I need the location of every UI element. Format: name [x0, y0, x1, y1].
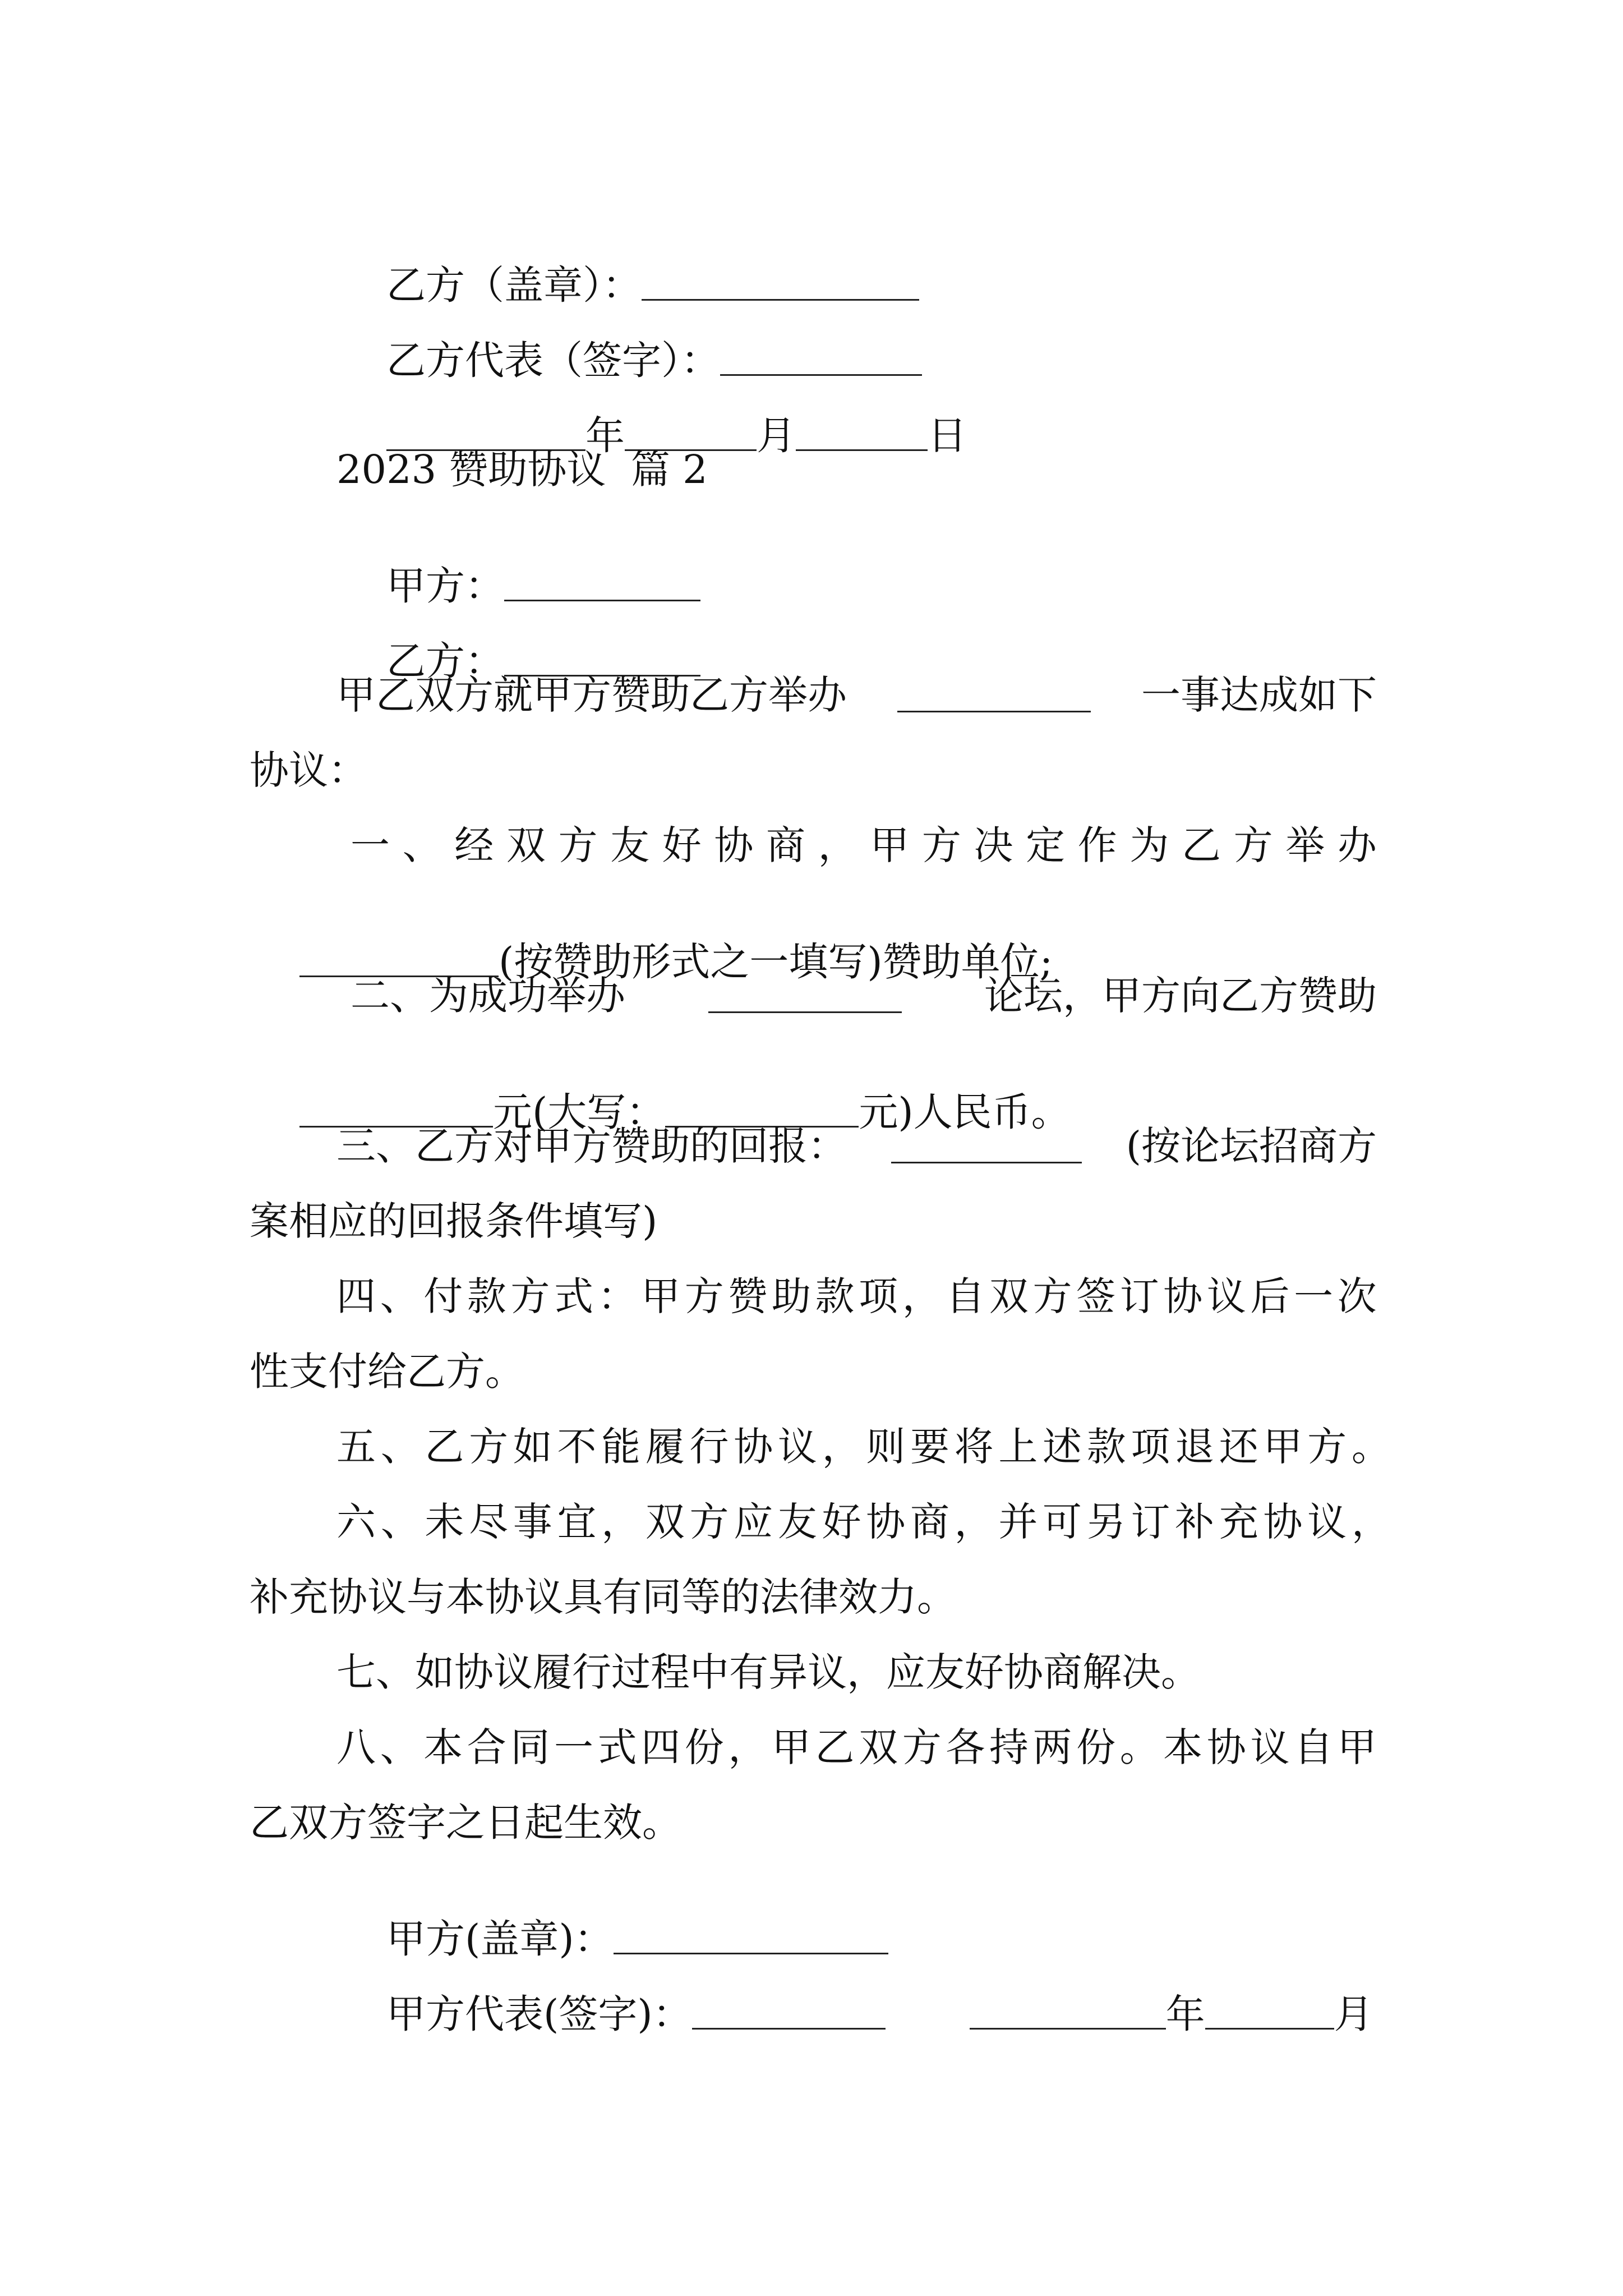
clause-6-line-1: 六 、 未 尽 事 宜 ， 双 方 应 友 好 协 商 ， 并 可 另 订 补 充 协 议 ，: [336, 1499, 1391, 1545]
clause-2-text-a: 二、为成功举办: [351, 973, 625, 1019]
clause-1-text-b: (按赞助形式之一填写)赞助单位;: [499, 938, 1053, 985]
forum-blank: [708, 976, 902, 1013]
party-b-seal-blank: [642, 264, 919, 301]
reward-blank: [891, 1126, 1082, 1163]
year-blank: [386, 414, 585, 451]
party-a-rep-blank: [692, 1993, 886, 2030]
party-b-seal-label: 乙方（盖章）：: [386, 262, 642, 309]
amount-blank: [299, 1091, 493, 1128]
clause-4-line-2: 性支付给乙方。: [250, 1349, 524, 1395]
intro-event-blank: [897, 675, 1091, 712]
intro-text-a: 甲乙双方就甲方赞助乙方举办: [336, 672, 847, 718]
party-b-rep-blank: [720, 339, 922, 376]
year-label: 年: [585, 412, 625, 459]
party-a-blank: [504, 564, 700, 601]
month-blank: [625, 414, 757, 451]
clause-6-line-2: 补充协议与本协议具有同等的法律效力。: [250, 1574, 956, 1620]
clause-7-line: 七、如协议履行过程中有异议，应友好协商解决。: [336, 1649, 1200, 1695]
sponsor-form-blank: [299, 940, 499, 977]
amount-words-blank: [665, 1091, 859, 1128]
clause-2-text-b: 论坛，甲方向乙方赞助: [984, 973, 1377, 1019]
month-blank-bottom: [1205, 1993, 1334, 2030]
clause-3-line-2: 案相应的回报条件填写): [250, 1198, 658, 1244]
party-b-label: 乙方：: [386, 638, 505, 684]
party-b-rep-label: 乙方代表（签字）：: [386, 337, 721, 384]
year-label-bottom: 年: [1165, 1991, 1205, 2037]
intro-line-1: [336, 672, 1377, 718]
intro-line-2: 协议：: [250, 747, 367, 793]
clause-8-line-1: 八 、 本 合 同 一 式 四 份 ， 甲 乙 双 方 各 持 两 份 。 本 协 议 自 甲: [336, 1724, 1377, 1770]
party-a-seal-label: 甲方(盖章)：: [386, 1916, 614, 1962]
party-a-seal-blank: [614, 1917, 888, 1954]
clause-8-line-2: 乙双方签字之日起生效。: [250, 1800, 681, 1846]
clause-1-line-1: 一 、 经 双 方 友 好 协 商 ， 甲 方 决 定 作 为 乙 方 举 办: [351, 822, 1377, 868]
party-a-rep-line: [336, 1953, 1373, 2073]
month-label: 月: [757, 412, 796, 459]
party-a-label: 甲方：: [386, 563, 505, 609]
month-label-bottom: 月: [1334, 1991, 1373, 2037]
clause-2-line-1: [351, 973, 1377, 1019]
intro-text-b: 一事达成如下: [1141, 672, 1377, 718]
clause-4-line-1: 四 、 付 款 方 式 ： 甲 方 赞 助 款 项 ， 自 双 方 签 订 协 议 后 一 次: [336, 1273, 1377, 1319]
clause-3-text-a: 三、乙方对甲方赞助的回报：: [336, 1123, 847, 1169]
clause-2-text-c: 元(大写：: [493, 1089, 666, 1135]
party-a-rep-label: 甲方代表(签字)：: [386, 1991, 692, 2037]
year-blank-bottom: [970, 1993, 1166, 2030]
day-label: 日: [928, 412, 967, 459]
party-b-blank: [504, 639, 700, 677]
clause-2-text-d: 元)人民币。: [859, 1089, 1071, 1135]
clause-3-text-b: (按论坛招商方: [1126, 1123, 1377, 1169]
day-blank: [796, 414, 928, 451]
section-heading: 2023 赞助协议 篇 2: [336, 447, 708, 493]
clause-3-line-1: [336, 1123, 1377, 1169]
clause-5-line: 五 、 乙 方 如 不 能 履 行 协 议 ， 则 要 将 上 述 款 项 退 还 甲 方 。: [336, 1424, 1391, 1470]
